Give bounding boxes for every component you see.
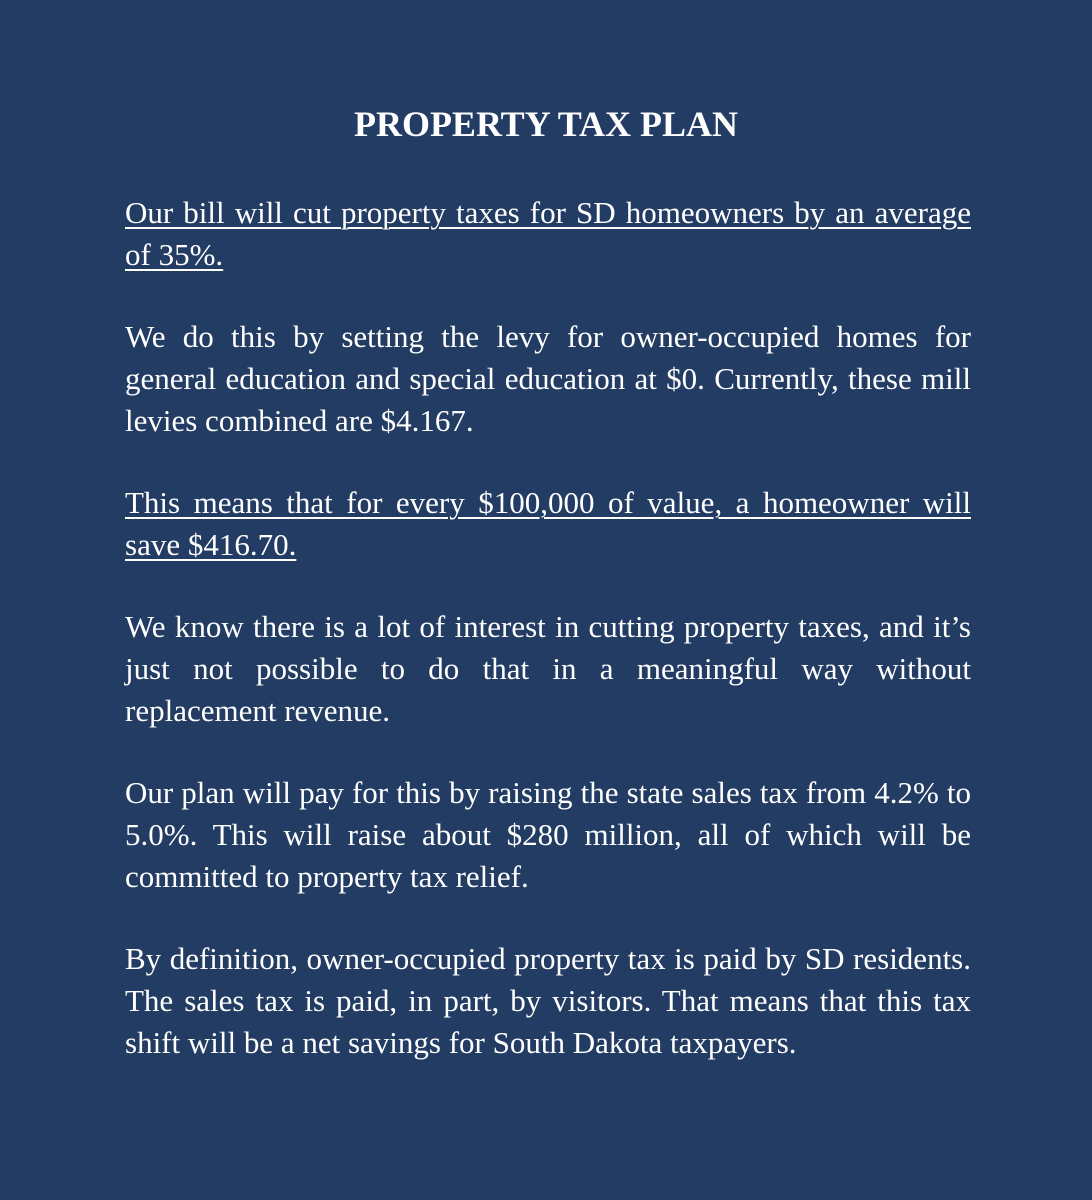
paragraph-sales-tax bbox=[125, 772, 971, 898]
page-title: PROPERTY TAX PLAN bbox=[353, 104, 739, 144]
paragraph-text: Our bill will cut property taxes for SD homeowners by an average of 35%. bbox=[125, 195, 971, 272]
paragraph-savings-per-value bbox=[125, 482, 971, 566]
paragraph-savings-average bbox=[125, 192, 971, 276]
paragraph-text: By definition, owner-occupied property tax is paid by SD residents. The sales tax is paid, in part, by visitors. That means that this tax shift will be a net savings for South Dakota taxpayers. bbox=[125, 941, 971, 1060]
paragraph-text: This means that for every $100,000 of value, a homeowner will save $416.70. bbox=[125, 485, 971, 562]
paragraph-text: We know there is a lot of interest in cutting property taxes, and it’s just not possible to do that in a meaningful way without replacement revenue. bbox=[125, 609, 971, 728]
paragraph-replacement-revenue bbox=[125, 606, 971, 732]
document-body bbox=[125, 192, 971, 1104]
paragraph-text: We do this by setting the levy for owner-occupied homes for general education and special education at $0. Currently, these mill levies combined are $4.167. bbox=[125, 319, 971, 438]
paragraph-net-savings bbox=[125, 938, 971, 1064]
paragraph-text: Our plan will pay for this by raising the state sales tax from 4.2% to 5.0%. This will raise about $280 million, all of which will be committed to property tax relief. bbox=[125, 775, 971, 894]
paragraph-levy bbox=[125, 316, 971, 442]
